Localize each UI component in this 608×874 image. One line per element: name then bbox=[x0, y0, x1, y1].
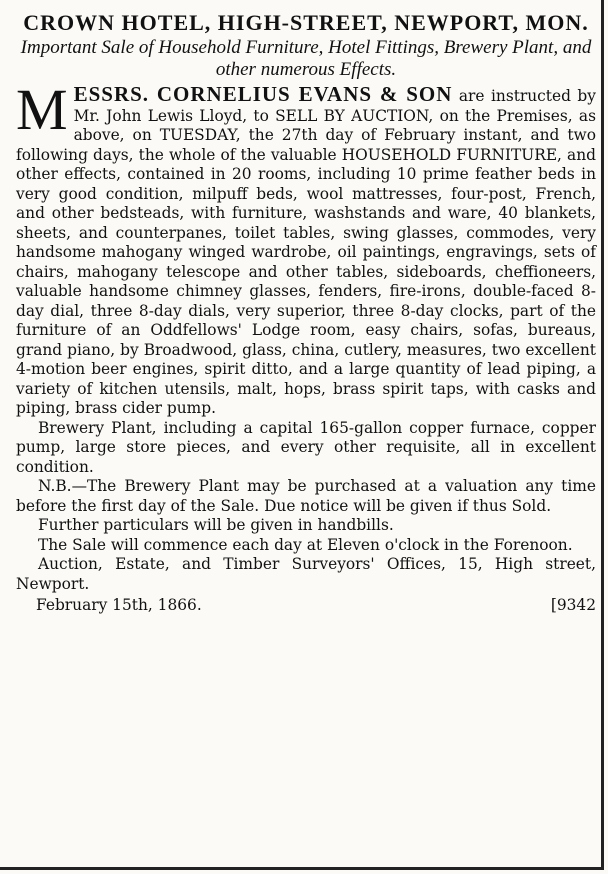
advertisement bbox=[16, 10, 596, 615]
lead-paragraph bbox=[16, 77, 596, 419]
handbills-paragraph: Further particulars will be given in handbills. bbox=[38, 516, 394, 534]
brewery-plant-paragraph: Brewery Plant, including a capital 165-gallon copper furnace, copper pump, large store pieces, and every other requisite, all in excellent condition. bbox=[16, 418, 596, 476]
nota-bene-paragraph: N.B.—The Brewery Plant may be purchased at a valuation any time before the first day of the Sale. Due notice will be given if thus Sold. bbox=[16, 477, 596, 515]
drop-capital: M bbox=[16, 77, 68, 142]
reference-number: [9342 bbox=[550, 596, 596, 614]
notice-date: February 15th, 1866. bbox=[36, 596, 202, 614]
footer-row bbox=[16, 595, 596, 615]
firm-name: ESSRS. CORNELIUS EVANS & SON bbox=[73, 82, 453, 106]
sale-time-paragraph: The Sale will commence each day at Eleven o'clock in the Forenoon. bbox=[38, 535, 573, 554]
headline: CROWN HOTEL, HIGH-STREET, NEWPORT, MON. bbox=[23, 10, 589, 35]
subheading: Important Sale of Household Furniture, Hotel Fittings, Brewery Plant, and other numerous Effects. bbox=[20, 37, 592, 80]
auction-details: are instructed by Mr. John Lewis Lloyd, to SELL BY AUCTION, on the Premises, as above, on TUESDAY, the 27th day of February instant, and two following days, the whole of the valuable HOUSEHOLD FURNITURE, and other effects, contained in 20 rooms, including 10 prime feather beds in very good condition, milpuff beds, wool mattresses, four-post, French, and other bedsteads, with furniture, washstands and ware, 40 blankets, sheets, and counterpanes, toilet tables, swing glasses, commodes, very handsome mahogany winged wardrobe, oil paintings, engravings, sets of chairs, mahogany telescope and other tables, sideboards, cheffioneers, valuable handsome chimney glasses, fenders, fire-irons, double-faced 8-day dial, three 8-day dials, very superior, three 8-day clocks, part of the furniture of an Oddfellows' Lodge room, easy chairs, sofas, bureaus, grand piano, by Broadwood, glass, china, cutlery, measures, two excellent 4-motion beer engines, spirit ditto, and a large quantity of lead piping, a variety of kitchen utensils, malt, hops, brass spirit taps, with casks and piping, brass cider pump. bbox=[16, 87, 596, 417]
offices-paragraph: Auction, Estate, and Timber Surveyors' Offices, 15, High street, Newport. bbox=[16, 555, 596, 593]
